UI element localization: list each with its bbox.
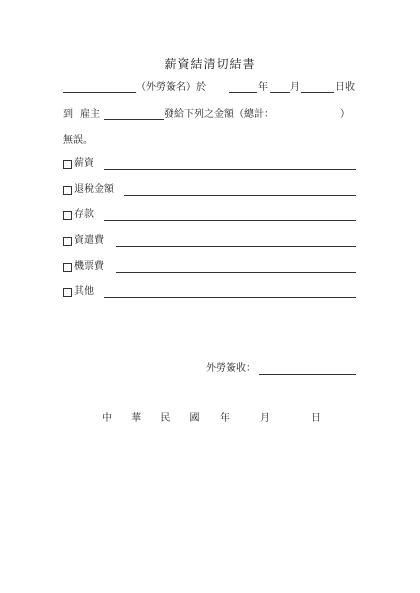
item-label-other: 其他 — [74, 286, 94, 297]
checkbox-tax-refund[interactable] — [63, 186, 72, 195]
employer-blank[interactable] — [104, 119, 164, 120]
signature-label: 外勞簽收： — [206, 363, 256, 374]
day-receive-label: 日收 — [335, 82, 355, 93]
item-blank-airfare[interactable] — [116, 272, 356, 273]
checkbox-savings[interactable] — [63, 211, 72, 220]
year-blank[interactable] — [229, 92, 257, 93]
worker-signature-blank[interactable] — [63, 92, 136, 93]
signature-blank[interactable] — [259, 374, 356, 375]
document-title: 薪資結清切結書 — [164, 57, 256, 71]
worker-signature-label: （外勞簽名）於 — [136, 82, 206, 93]
item-blank-other[interactable] — [104, 297, 356, 298]
item-blank-severance[interactable] — [116, 246, 356, 247]
year-label: 年 — [258, 82, 268, 93]
amount-total-close: ） — [340, 109, 350, 120]
checkbox-severance[interactable] — [63, 237, 72, 246]
date-day-label: 日 — [311, 413, 321, 424]
item-label-savings: 存款 — [74, 209, 94, 220]
amount-total-label: 發給下列之金額（總計： — [164, 109, 274, 120]
date-era: 中 華 民 國 — [102, 413, 204, 424]
month-blank[interactable] — [270, 92, 290, 93]
item-label-salary: 薪資 — [74, 158, 94, 169]
item-blank-tax-refund[interactable] — [124, 195, 356, 196]
no-error-text: 無誤。 — [63, 135, 93, 146]
month-label: 月 — [290, 82, 300, 93]
checkbox-airfare[interactable] — [63, 263, 72, 272]
checkbox-salary[interactable] — [63, 160, 72, 169]
date-month-label: 月 — [260, 413, 270, 424]
checkbox-other[interactable] — [63, 288, 72, 297]
item-label-tax-refund: 退稅金額 — [74, 184, 114, 195]
item-label-severance: 資遣費 — [74, 235, 104, 246]
employer-label: 雇主 — [80, 109, 100, 120]
to-label: 到 — [63, 109, 73, 120]
item-blank-savings[interactable] — [104, 220, 356, 221]
item-label-airfare: 機票費 — [74, 261, 104, 272]
day-blank[interactable] — [301, 92, 334, 93]
item-blank-salary[interactable] — [104, 169, 356, 170]
date-year-label: 年 — [220, 413, 230, 424]
